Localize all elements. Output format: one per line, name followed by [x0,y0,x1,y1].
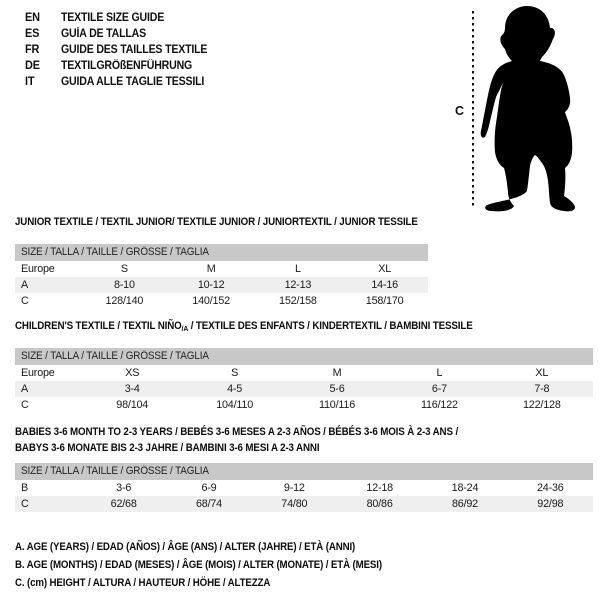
children-title-sub: /A [181,324,189,333]
lang-title: GUIDE DES TAILLES TEXTILE [61,44,208,56]
lang-title: GUÍA DE TALLAS [61,28,146,40]
lang-code: ES [25,28,40,40]
value-cell: L [294,263,301,275]
value-cell: XL [378,263,392,275]
value-cell: 122/128 [523,399,561,411]
row-label-cell: A [21,279,29,291]
value-cell: 3-4 [124,383,140,395]
measure-label-c: C [455,104,465,118]
value-cell: M [332,367,342,379]
value-cell: XS [125,367,140,379]
table-row [15,293,428,309]
baby-silhouette-icon [481,6,575,211]
size-header-label: SIZE / TALLA / TAILLE / GRÖSSE / TAGLIA [21,246,209,258]
value-cell: 6-7 [431,383,447,395]
value-cell: 4-5 [227,383,243,395]
lang-code: DE [25,60,40,72]
lang-code: IT [25,76,35,88]
lang-title: GUIDA ALLE TAGLIE TESSILI [61,76,205,88]
lang-row-it [25,74,220,90]
baby-figure [450,3,600,215]
lang-row-es [25,26,220,42]
row-label-cell: A [21,383,29,395]
lang-row-de [25,58,220,74]
value-cell: 128/140 [105,295,144,307]
value-cell: L [436,367,443,379]
row-label-cell: C [21,498,29,510]
row-label-cell: C [21,295,29,307]
table-row [15,480,593,496]
value-cell: 116/122 [421,399,458,411]
table-row [15,381,593,397]
value-cell: XL [535,367,549,379]
value-cell: M [206,263,216,275]
value-cell: 5-6 [329,383,345,395]
value-cell: 110/116 [319,399,356,411]
children-title-post: / TEXTILE DES ENFANTS / KINDERTEXTIL / BAMBINI TESSILE [188,320,473,332]
legend-notes [15,538,423,592]
value-cell: 86/92 [451,498,478,510]
value-cell: 62/68 [110,498,137,510]
value-cell: 6-9 [201,482,217,494]
size-header-bar [15,463,593,480]
size-header-label: SIZE / TALLA / TAILLE / GRÖSSE / TAGLIA [21,350,209,362]
value-cell: 152/158 [279,295,317,307]
value-cell: 92/98 [537,498,564,510]
lang-row-en [25,10,220,26]
value-cell: 12-13 [284,279,312,291]
note-height-cm: C. (cm) HEIGHT / ALTURA / HAUTEUR / HÖHE / ALTEZZA [15,577,271,589]
lang-code: EN [25,12,40,24]
lang-title: TEXTILE SIZE GUIDE [61,12,165,24]
babies-size-table [15,463,593,512]
value-cell: 9-12 [283,482,305,494]
note-age-years: A. AGE (YEARS) / EDAD (AÑOS) / ÂGE (ANS) / ALTER (JAHRE) / ETÀ (ANNI) [15,541,356,553]
value-cell: 3-6 [116,482,132,494]
size-header-bar [15,348,593,365]
lang-row-fr [25,42,220,58]
value-cell: 8-10 [113,279,135,291]
value-cell: 18-24 [451,482,479,494]
value-cell: 80/86 [366,498,393,510]
value-cell: 68/74 [195,498,222,510]
children-size-table [15,348,593,413]
row-label-cell: C [21,399,29,411]
value-cell: 10-12 [197,279,225,291]
lang-title: TEXTILGRÖßENFÜHRUNG [61,60,193,72]
babies-section-title-line2: BABYS 3-6 MONATE BIS 2-3 JAHRE / BAMBINI 3-6 MESI A 2-3 ANNI [15,442,320,454]
value-cell: 158/170 [365,295,404,307]
row-label-cell: B [21,482,29,494]
table-row [15,397,593,413]
table-row [15,261,428,277]
value-cell: 140/152 [192,295,230,307]
value-cell: 98/104 [116,399,149,411]
value-cell: 7-8 [534,383,550,395]
table-row [15,277,428,293]
size-header-label: SIZE / TALLA / TAILLE / GRÖSSE / TAGLIA [21,465,209,477]
row-label-cell: Europe [21,263,55,275]
table-row [15,365,593,381]
value-cell: 14-16 [371,279,398,291]
junior-size-table [15,244,428,309]
table-row [15,496,593,512]
value-cell: 104/110 [216,399,254,411]
babies-section-title-line1: BABIES 3-6 MONTH TO 2-3 YEARS / BEBÉS 3-6 MESES A 2-3 AÑOS / BÉBÉS 3-6 MOIS À 2-3 ANS / [15,426,459,438]
language-list [25,10,220,90]
note-age-months: B. AGE (MONTHS) / EDAD (MESES) / ÂGE (MOIS) / ALTER (MONATE) / ETÀ (MESI) [15,559,382,571]
value-cell: 12-18 [366,482,393,494]
value-cell: S [231,367,239,379]
value-cell: S [120,263,128,275]
value-cell: 74/80 [281,498,308,510]
row-label-cell: Europe [21,367,55,379]
size-header-bar [15,244,428,261]
children-title-pre: CHILDREN'S TEXTILE / TEXTIL NIÑO [15,320,182,332]
value-cell: 24-36 [536,482,564,494]
lang-code: FR [25,44,40,56]
children-section-title [15,318,473,337]
junior-section-title: JUNIOR TEXTILE / TEXTIL JUNIOR/ TEXTILE JUNIOR / JUNIORTEXTIL / JUNIOR TESSILE [15,216,418,228]
